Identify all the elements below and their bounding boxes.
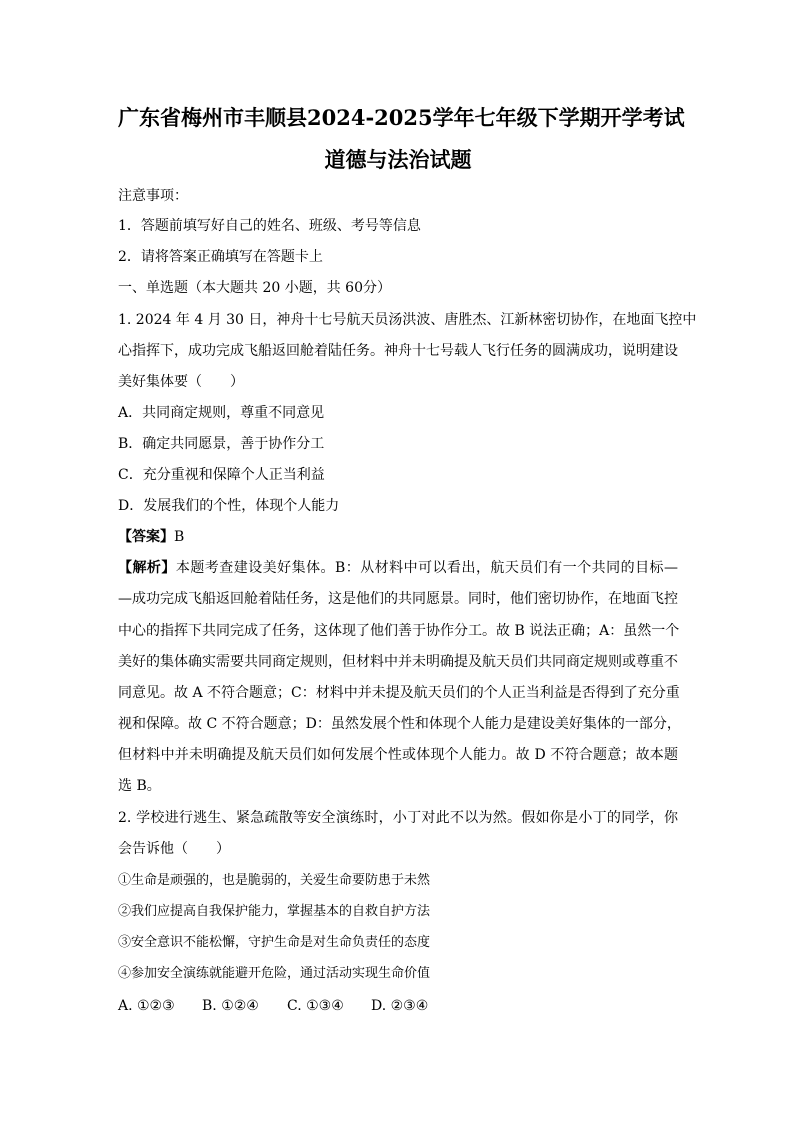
section-heading: 一、单选题（本大题共 20 小题，共 60分） <box>118 280 391 296</box>
analysis-line: 但材料中并未明确提及航天员们如何发展个性或体现个人能力。故 D 不符合题意；故本题 <box>118 747 678 763</box>
question-stem-line: 1. 2024 年 4 月 30 日，神舟十七号航天员汤洪波、唐胜杰、江新林密切协作，在地面飞控中 <box>118 312 697 328</box>
notes-item: 1．答题前填写好自己的姓名、班级、考号等信息 <box>118 218 421 234</box>
question-stem-line: 会告诉他（ ） <box>118 841 230 857</box>
exam-subject-title: 道德与法治试题 <box>324 147 472 172</box>
analysis-line: 视和保障。故 C 不符合题意；D：虽然发展个性和体现个人能力是建设美好集体的一部分， <box>118 716 681 732</box>
statement-item: ①生命是顽强的，也是脆弱的，关爱生命要防患于未然 <box>118 873 431 888</box>
analysis-line <box>118 561 678 575</box>
notes-item: 2．请将答案正确填写在答题卡上 <box>118 249 323 265</box>
answer-value: B <box>174 529 185 545</box>
question-stem-line: 美好集体要（ ） <box>118 374 244 390</box>
option-b: B．确定共同愿景，善于协作分工 <box>118 436 325 452</box>
analysis-line: 美好的集体确实需要共同商定规则，但材料中并未明确提及航天员们共同商定规则或尊重不 <box>118 654 678 670</box>
question-stem-line: 2. 学校进行逃生、紧急疏散等安全演练时，小丁对此不以为然。假如你是小丁的同学，你 <box>118 810 678 826</box>
statement-item: ③安全意识不能松懈，守护生命是对生命负责任的态度 <box>118 935 431 950</box>
option-a: A．共同商定规则，尊重不同意见 <box>118 405 325 421</box>
option-d: D．发展我们的个性，体现个人能力 <box>118 498 340 514</box>
analysis-label: 【解析】 <box>118 560 176 576</box>
answer-label: 【答案】 <box>118 529 174 545</box>
option-c: C．充分重视和保障个人正当利益 <box>118 467 325 483</box>
answer-line <box>118 530 184 544</box>
option-d: D. ②③④ <box>371 998 429 1014</box>
analysis-line: 选 B。 <box>118 778 161 794</box>
notes-heading: 注意事项： <box>118 188 188 204</box>
exam-title: 广东省梅州市丰顺县2024-2025学年七年级下学期开学考试 <box>118 105 685 130</box>
option-c: C. ①③④ <box>287 998 344 1014</box>
analysis-line: 同意见。故 A 不符合题意；C：材料中并未提及航天员们的个人正当利益是否得到了充分重 <box>118 685 680 701</box>
option-b: B. ①②④ <box>202 998 259 1014</box>
statement-item: ②我们应提高自我保护能力，掌握基本的自救自护方法 <box>118 904 431 919</box>
analysis-line: 中心的指挥下共同完成了任务，这体现了他们善于协作分工。故 B 说法正确；A：虽然一个 <box>118 623 680 639</box>
statement-item: ④参加安全演练就能避开危险，通过活动实现生命价值 <box>118 966 431 981</box>
analysis-line: —成功完成飞船返回舱着陆任务，这是他们的共同愿景。同时，他们密切协作，在地面飞控 <box>118 591 678 607</box>
question-stem-line: 心指挥下，成功完成飞船返回舱着陆任务。神舟十七号载人飞行任务的圆满成功，说明建设 <box>118 343 678 359</box>
option-a: A. ①②③ <box>118 998 175 1014</box>
analysis-text: 本题考查建设美好集体。B：从材料中可以看出，航天员们有一个共同的目标— <box>175 560 679 576</box>
